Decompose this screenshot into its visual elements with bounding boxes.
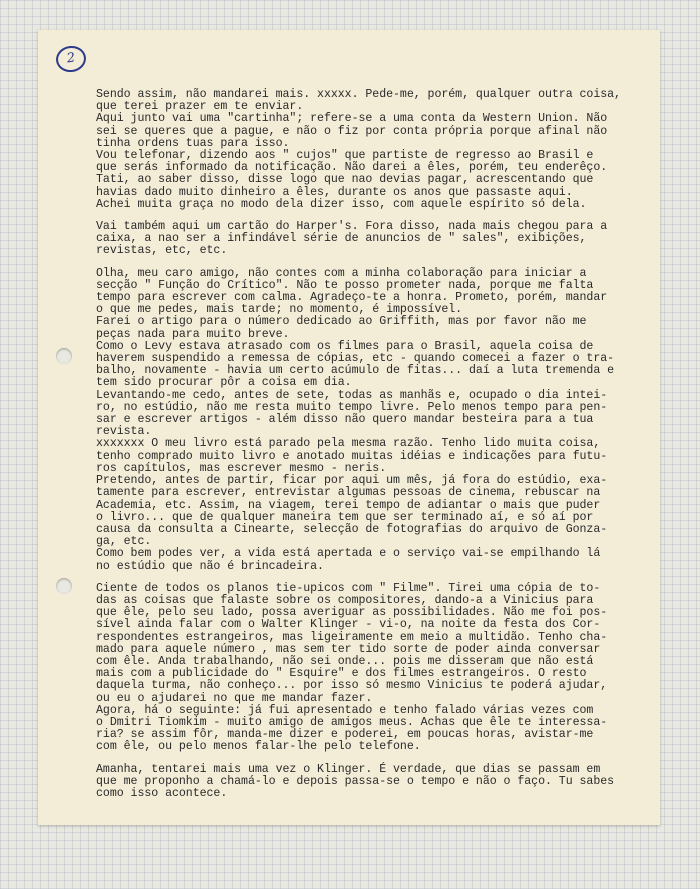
letter-body <box>96 89 656 800</box>
text-line: mado para aquele número , mas sem ter tido sorte de poder ainda conversar <box>96 642 601 656</box>
punch-hole-bottom <box>56 578 72 594</box>
text-line: como isso acontece. <box>96 786 228 800</box>
punch-hole-top <box>56 348 72 364</box>
paragraph <box>96 268 656 573</box>
text-line: sível ainda falar com o Walter Klinger - vi-o, na noite da festa dos Cor- <box>96 618 601 632</box>
text-line: mais com a publicidade do " Esquire" e dos filmes estrangeiros. O resto <box>96 667 587 681</box>
letter-page <box>38 30 660 825</box>
text-line: tenho comprado muito livro e anotado muitas idéias e indicações para futu- <box>96 449 608 463</box>
paragraph <box>96 221 656 258</box>
text-line: respondentes estrangeiros, mas ligeiramente em meio a multidão. Tenho cha- <box>96 630 608 644</box>
text-line: Academia, etc. Assim, na viagem, terei tempo de adiantar o mais que puder <box>96 498 601 512</box>
text-line: tamente para escrever, entrevistar algumas pessoas de cinema, rebuscar na <box>96 486 601 500</box>
text-line: tem sido procurar pôr a coisa em dia. <box>96 376 352 390</box>
text-line: revistas, etc, etc. <box>96 244 228 258</box>
text-line: peças nada para muito breve. <box>96 327 290 341</box>
paragraph <box>96 764 656 801</box>
text-line: secção " Função do Crítico". Não te posso prometer nada, porque me falta <box>96 278 594 292</box>
text-line: haverem suspendido a remessa de cópias, etc - quando comecei a fazer o tra- <box>96 352 615 366</box>
text-line: ro, no estúdio, não me resta muito tempo livre. Pelo menos tempo para pen- <box>96 400 608 414</box>
text-line: caixa, a nao ser a infindável série de anuncios de " sales", exibições, <box>96 232 587 246</box>
text-line: Farei o artigo para o número dedicado ao Griffith, mas por favor não me <box>96 315 587 329</box>
text-line: com êle. Anda trabalhando, não sei onde... pois me disseram que não está <box>96 654 594 668</box>
text-line: Tati, ao saber disso, disse logo que nao devias pagar, acrescentando que <box>96 173 594 187</box>
page-number: 2 <box>54 44 87 74</box>
text-line: ria? se assim fôr, manda-me dizer e poderei, em poucas horas, avistar-me <box>96 728 594 742</box>
text-line: balho, novamente - havia um certo acúmulo de fitas... daí a luta tremenda e <box>96 364 615 378</box>
text-line: Vou telefonar, dizendo aos " cujos" que partiste de regresso ao Brasil e <box>96 149 594 163</box>
text-line: Aqui junto vai uma "cartinha"; refere-se a uma conta da Western Union. Não <box>96 112 608 126</box>
text-line: Sendo assim, não mandarei mais. xxxxx. Pede-me, porém, qualquer outra coisa, <box>96 88 621 101</box>
text-line: havias dado muito dinheiro a êles, durante os anos que passaste aqui. <box>96 185 573 199</box>
text-line: Achei muita graça no modo dela dizer isso, com aquele espírito só dela. <box>96 197 587 211</box>
text-line: ros capítulos, mas escrever mesmo - neris. <box>96 461 387 475</box>
text-line: das as coisas que falaste sobre os compositores, dando-a a Vinicius para <box>96 593 594 607</box>
text-line: revista. <box>96 425 152 439</box>
text-line: Pretendo, antes de partir, ficar por aqui um mês, já fora do estúdio, exa- <box>96 474 608 488</box>
text-line: tempo para escrever com calma. Agradeço-te a honra. Prometo, porém, mandar <box>96 291 608 305</box>
text-line: Como o Levy estava atrasado com os filmes para o Brasil, aquela coisa de <box>96 339 594 353</box>
text-line: que êle, pelo seu lado, possa averiguar as possibilidades. Não me foi pos- <box>96 606 608 620</box>
text-line: o que me pedes, mais tarde; no momento, é impossível. <box>96 303 463 317</box>
text-line: daquela turma, não conheço... por isso só mesmo Vinicius te poderá ajudar, <box>96 679 608 693</box>
text-line: com êle, ou pelo menos falar-lhe pelo telefone. <box>96 740 421 754</box>
text-line: Ciente de todos os planos tie-upicos com " Filme". Tirei uma cópia de to- <box>96 581 601 595</box>
text-line: sei se queres que a pague, e não o fiz por conta própria porque afinal não <box>96 124 608 138</box>
text-line: que me proponho a chamá-lo e depois passa-se o tempo e não o faço. Tu sabes <box>96 774 615 788</box>
text-line: causa da consulta a Cinearte, selecção de fotografias do arquivo de Gonza- <box>96 522 608 536</box>
text-line: o Dmitri Tiomkim - muito amigo de amigos meus. Achas que êle te interessa- <box>96 715 608 729</box>
text-line: Vai também aqui um cartão do Harper's. Fora disso, nada mais chegou para a <box>96 220 608 234</box>
text-line: que terei prazer em te enviar. <box>96 100 304 114</box>
text-line: no estúdio que não é brincadeira. <box>96 559 324 573</box>
text-line: tinha ordens tuas para isso. <box>96 136 290 150</box>
text-line: Como bem podes ver, a vida está apertada e o serviço vai-se empilhando lá <box>96 547 601 561</box>
text-line: o livro... que de qualquer maneira tem que ser terminado aí, e só aí por <box>96 510 594 524</box>
text-line: Levantando-me cedo, antes de sete, todas as manhãs e, ocupado o dia intei- <box>96 388 608 402</box>
text-line: Amanha, tentarei mais uma vez o Klinger. É verdade, que dias se passam em <box>96 762 601 776</box>
paragraph <box>96 583 656 754</box>
text-line: ga, etc. <box>96 535 152 549</box>
text-line: sar e escrever artigos - além disso não quero mandar besteira para a tua <box>96 413 594 427</box>
text-line: Olha, meu caro amigo, não contes com a minha colaboração para iniciar a <box>96 266 587 280</box>
text-line: ou eu o ajudarei no que me mandar fazer. <box>96 691 373 705</box>
text-line: que serás informado da notificação. Não darei a êles, porém, teu enderêço. <box>96 161 608 175</box>
paragraph <box>96 89 656 211</box>
text-line: Agora, há o seguinte: já fui apresentado e tenho falado várias vezes com <box>96 703 594 717</box>
text-line: xxxxxxx O meu livro está parado pela mesma razão. Tenho lido muita coisa, <box>96 437 601 451</box>
